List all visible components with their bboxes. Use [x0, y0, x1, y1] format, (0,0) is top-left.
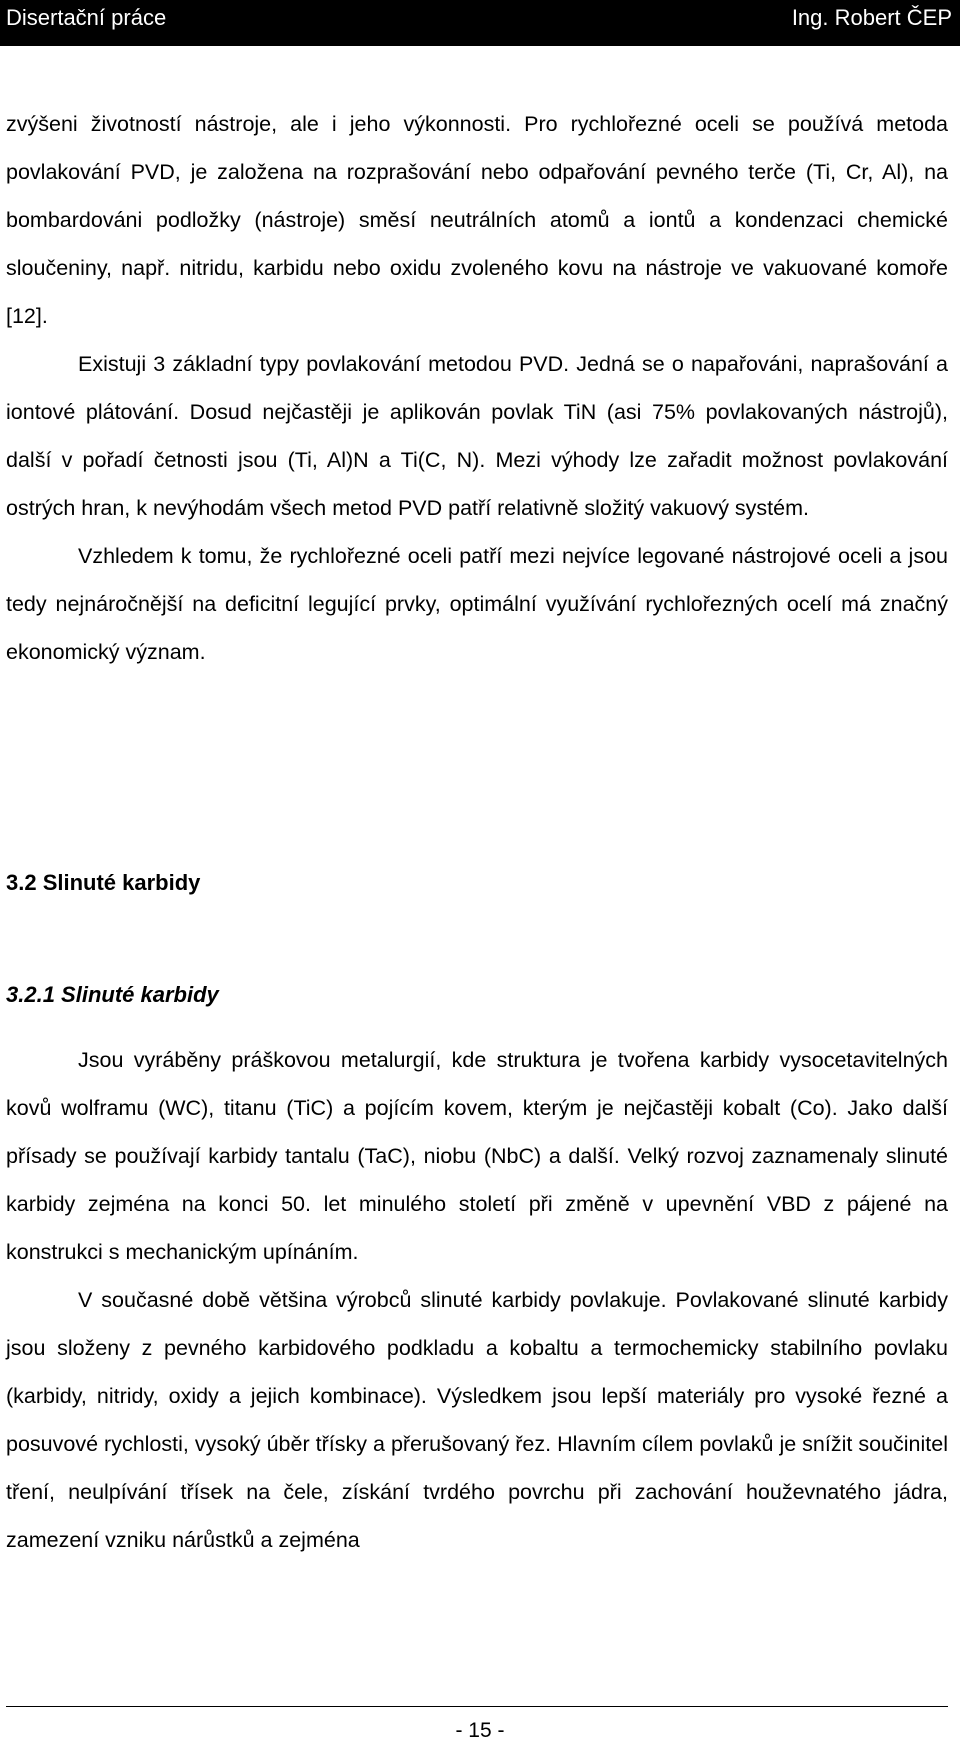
subsection-heading: 3.2.1 Slinuté karbidy: [6, 982, 219, 1007]
section-heading: 3.2 Slinuté karbidy: [6, 870, 201, 895]
paragraph-carbide-coating: V současné době většina výrobců slinuté karbidy povlakuje. Povlakované slinuté karbidy jsou složeny z pevného karbidového podkladu a kobaltu a termochemicky stabilního povlaku (karbidy, nitridy, oxidy a jejich kombinace). Výsledkem jsou lepší materiály pro vysoké řezné a posuvové rychlosti, vysoký úběr třísky a přerušovaný řez. Hlavním cílem povlaků je snížit součinitel tření, neulpívání třísek na čele, získání tvrdého povrchu při zachování houževnatého jádra, zamezení vzniku nárůstků a zejména: [6, 1288, 948, 1552]
paragraph-economics: Vzhledem k tomu, že rychlořezné oceli patří mezi nejvíce legované nástrojové oceli a jsou tedy nejnáročnější na deficitní legující prvky, optimální využívání rychlořezných ocelí má značný ekonomický význam.: [6, 544, 948, 664]
paragraph-pvd-types: Existuji 3 základní typy povlakování metodou PVD. Jedná se o napařováni, naprašování a iontové plátování. Dosud nejčastěji je aplikován povlak TiN (asi 75% povlakovaných nástrojů), další v pořadí četnosti jsou (Ti, Al)N a Ti(C, N). Mezi výhody lze zařadit možnost povlakování ostrých hran, k nevýhodám všech metod PVD patří relativně složitý vakuový systém.: [6, 352, 948, 520]
paragraph-pvd-intro: zvýšeni životností nástroje, ale i jeho výkonnosti. Pro rychlořezné oceli se používá metoda povlakování PVD, je založena na rozprašování nebo odpařování pevného terče (Ti, Cr, Al), na bombardováni podložky (nástroje) směsí neutrálních atomů a iontů a kondenzaci chemické sloučeniny, např. nitridu, karbidu nebo oxidu zvoleného kovu na nástroje ve vakuované komoře [12].: [6, 112, 948, 328]
section-a-body: [6, 100, 948, 676]
header-author: Ing. Robert ČEP: [791, 5, 952, 30]
page-header: [0, 0, 960, 46]
header-document-type: Disertační práce: [6, 5, 167, 30]
paragraph-carbide-production: Jsou vyráběny práškovou metalurgií, kde struktura je tvořena karbidy vysocetavitelných kovů wolframu (WC), titanu (TiC) a pojícím kovem, kterým je nejčastěji kobalt (Co). Jako další přísady se používají karbidy tantalu (TaC), niobu (NbC) a další. Velký rozvoj zaznamenaly slinuté karbidy zejména na konci 50. let minulého století při změně v upevnění VBD z pájené na konstrukci s mechanickým upínáním.: [6, 1048, 948, 1264]
footer-divider: [6, 1706, 948, 1707]
section-b-body: [6, 1036, 948, 1564]
page-number: - 15 -: [455, 1719, 505, 1742]
